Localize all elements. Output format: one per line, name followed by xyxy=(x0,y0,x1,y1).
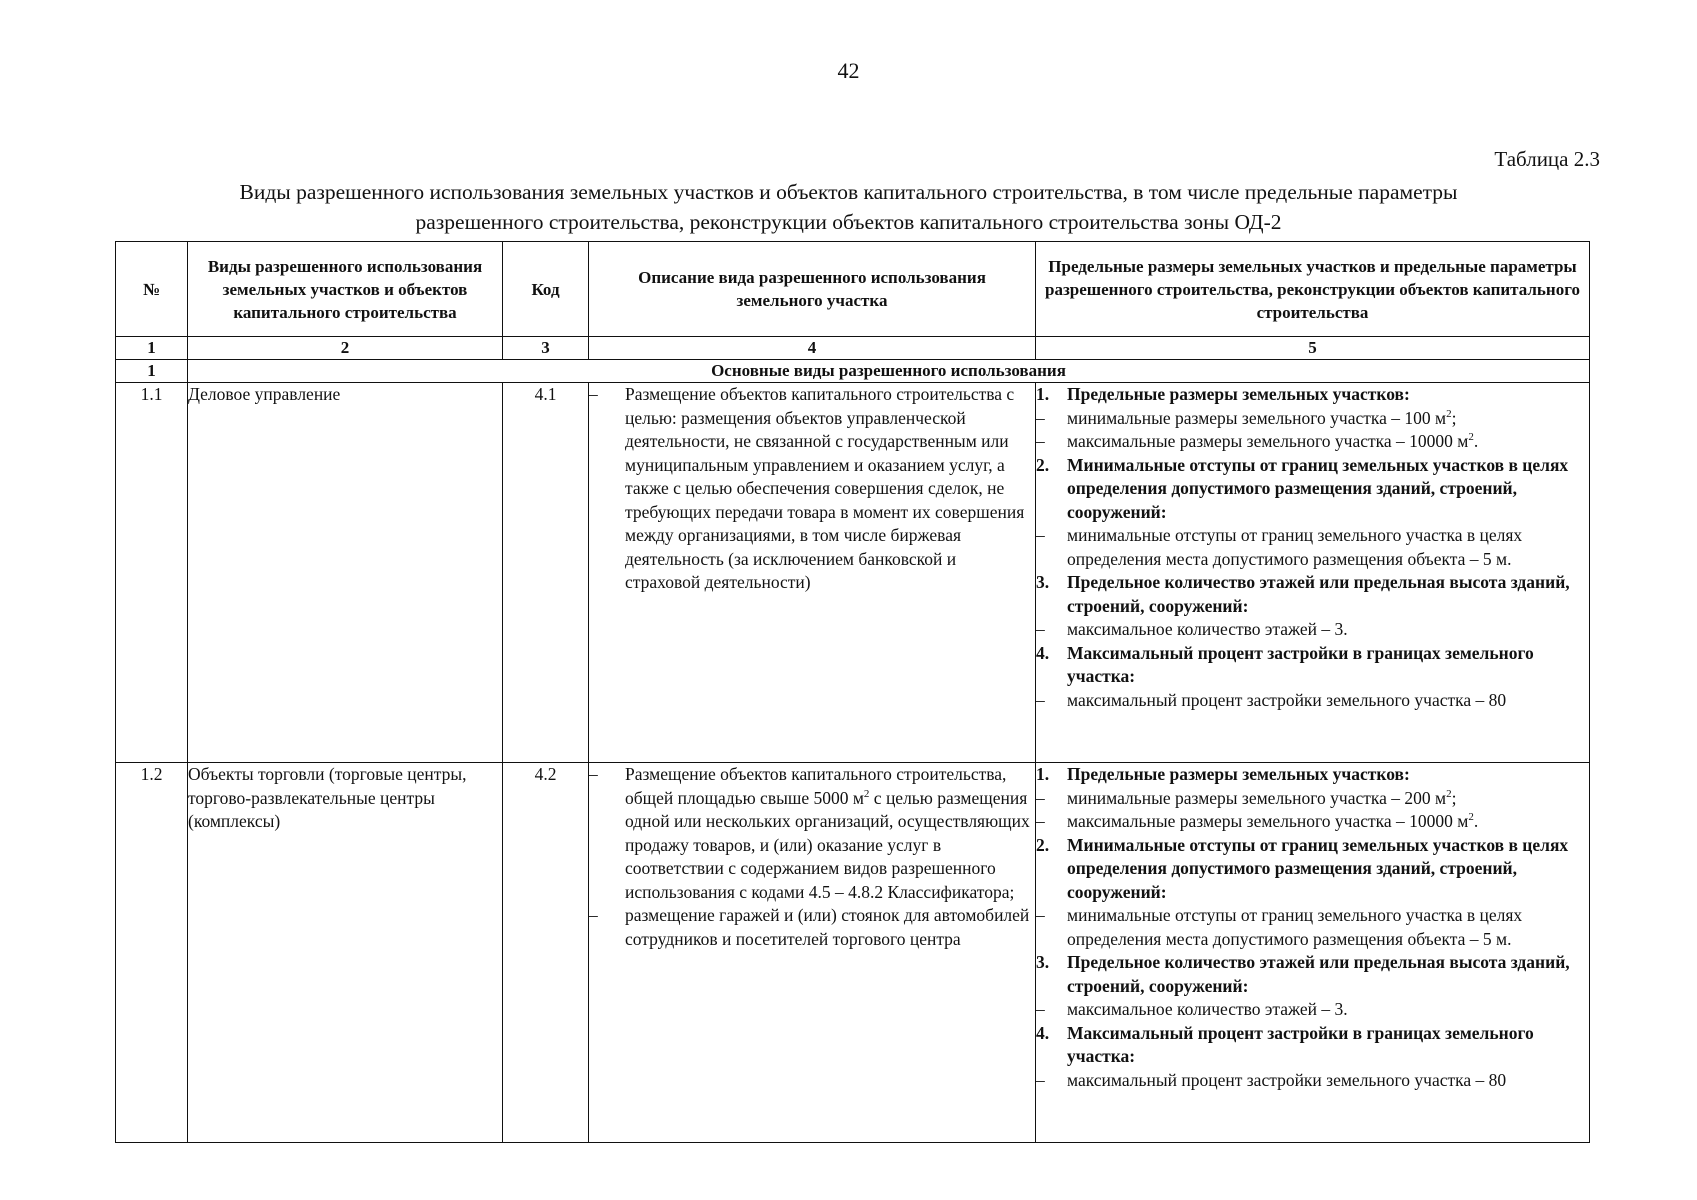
use-parameters xyxy=(1036,383,1590,763)
table-title xyxy=(120,177,1577,237)
dash-marker: – xyxy=(589,764,598,784)
param-item xyxy=(1036,689,1589,713)
param-title: Предельные размеры земельных участков: xyxy=(1067,764,1410,784)
section-number: 1 xyxy=(116,360,188,383)
dash-marker: – xyxy=(1036,811,1045,831)
superscript: 2 xyxy=(1446,787,1452,800)
param-item xyxy=(1036,998,1589,1022)
param-value: минимальные размеры земельного участка – 100 м xyxy=(1067,407,1447,428)
table-row xyxy=(116,763,1590,1143)
param-number: 3. xyxy=(1036,952,1050,972)
description-item xyxy=(589,904,1035,951)
use-code: 4.1 xyxy=(503,383,589,763)
header-description: Описание вида разрешенного использования земельного участка xyxy=(589,242,1036,337)
param-heading xyxy=(1036,571,1589,618)
use-type-name: Объекты торговли (торговые центры, торгово-развлекательные центры (комплексы) xyxy=(188,763,503,1143)
dash-marker: – xyxy=(589,384,598,404)
column-number: 2 xyxy=(188,337,503,360)
param-number: 2. xyxy=(1036,834,1050,855)
param-title: Максимальный процент застройки в границах земельного участка: xyxy=(1067,1022,1534,1066)
dash-marker: – xyxy=(1036,689,1045,710)
dash-marker: – xyxy=(1036,787,1045,808)
param-number: 2. xyxy=(1036,454,1050,475)
use-type-name: Деловое управление xyxy=(188,383,503,763)
param-item xyxy=(1036,524,1589,571)
param-item xyxy=(1036,904,1589,951)
table-title-line1: Виды разрешенного использования земельных участков и объектов капитального строительства, в том числе предельные параметры xyxy=(239,180,1458,204)
param-heading xyxy=(1036,951,1589,998)
use-code: 4.2 xyxy=(503,763,589,1143)
param-heading xyxy=(1036,1022,1589,1069)
period: . xyxy=(1473,811,1479,831)
param-number: 4. xyxy=(1036,642,1050,663)
param-text: максимальное количество этажей – 3. xyxy=(1067,619,1348,639)
land-use-table xyxy=(115,241,1590,1143)
param-title: Максимальный процент застройки в границах земельного участка: xyxy=(1067,642,1534,686)
header-number: № xyxy=(116,242,188,337)
dash-marker: – xyxy=(1036,999,1045,1019)
param-value: максимальные размеры земельного участка – 10000 м xyxy=(1067,811,1469,831)
param-value: минимальные размеры земельного участка – 200 м xyxy=(1067,787,1447,808)
dash-marker: – xyxy=(1036,407,1045,428)
header-use-type: Виды разрешенного использования земельных участков и объектов капитального строительства xyxy=(188,242,503,337)
table-label: Таблица 2.3 xyxy=(1494,147,1600,171)
param-title: Минимальные отступы от границ земельных участков в целях определения допустимого размещения зданий, строений, сооружений: xyxy=(1067,834,1569,902)
use-description xyxy=(589,383,1036,763)
column-number: 5 xyxy=(1036,337,1590,360)
superscript: 2 xyxy=(1468,811,1474,824)
superscript: 2 xyxy=(863,787,870,800)
param-item xyxy=(1036,430,1589,454)
table-title-line2: разрешенного строительства, реконструкции объектов капитального строительства зоны ОД-2 xyxy=(415,210,1282,234)
param-title: Предельное количество этажей или предельная высота зданий, строений, сооружений: xyxy=(1067,952,1570,996)
column-number: 4 xyxy=(589,337,1036,360)
param-number: 1. xyxy=(1036,764,1050,784)
param-text: максимальное количество этажей – 3. xyxy=(1067,999,1348,1019)
column-numbers-row xyxy=(116,337,1590,360)
header-code: Код xyxy=(503,242,589,337)
dash-marker: – xyxy=(1036,525,1045,545)
param-text: минимальные размеры земельного участка – 100 $м^2$; xyxy=(1067,407,1457,428)
param-item xyxy=(1036,1069,1589,1093)
description-text: размещение гаражей и (или) стоянок для автомобилей сотрудников и посетителей торгового центра xyxy=(625,905,1030,949)
param-heading xyxy=(1036,383,1589,407)
param-heading xyxy=(1036,454,1589,525)
column-number: 1 xyxy=(116,337,188,360)
param-text: минимальные отступы от границ земельного участка в целях определения места допустимого размещения объекта – 5 м. xyxy=(1067,525,1523,569)
dash-marker: – xyxy=(1036,1069,1045,1090)
dash-marker: – xyxy=(1036,431,1045,451)
page-number: 42 xyxy=(837,58,860,83)
param-item xyxy=(1036,810,1589,834)
row-number: 1.2 xyxy=(116,763,188,1143)
use-parameters xyxy=(1036,763,1590,1143)
row-number: 1.1 xyxy=(116,383,188,763)
param-number: 4. xyxy=(1036,1022,1050,1043)
param-item xyxy=(1036,618,1589,642)
superscript: 2 xyxy=(1468,431,1474,444)
column-number: 3 xyxy=(503,337,589,360)
section-title: Основные виды разрешенного использования xyxy=(188,360,1590,383)
param-text xyxy=(1067,430,1589,454)
description-part: с целью размещения одной или нескольких организаций, осуществляющих продажу товаров, и (или) оказание услуг в соответствии с содержанием видов разрешенного использования с кодами 4.5 – 4.8.2 Классификатора; xyxy=(625,787,1030,902)
param-number: 3. xyxy=(1036,572,1050,592)
param-text: минимальные отступы от границ земельного участка в целях определения места допустимого размещения объекта – 5 м. xyxy=(1067,905,1523,949)
param-item xyxy=(1036,407,1589,431)
dash-marker: – xyxy=(1036,905,1045,925)
param-title: Предельные размеры земельных участков: xyxy=(1067,384,1410,404)
param-value: максимальные размеры земельного участка – 10000 м xyxy=(1067,431,1469,451)
description-part: Размещение объектов капитального строительства, общей площадью свыше 5000 м xyxy=(625,764,1007,808)
param-text: минимальные размеры земельного участка – 200 $м^2$; xyxy=(1067,787,1457,808)
param-text xyxy=(1067,810,1589,834)
description-item xyxy=(589,383,1035,595)
superscript: 2 xyxy=(1446,407,1452,420)
param-number: 1. xyxy=(1036,384,1050,404)
param-text: максимальный процент застройки земельного участка – 80 xyxy=(1067,689,1507,710)
description-item xyxy=(589,763,1035,904)
param-title: Минимальные отступы от границ земельных участков в целях определения допустимого размещения зданий, строений, сооружений: xyxy=(1067,454,1569,522)
description-text: Размещение объектов капитального строительства с целью: размещения объектов управленческой деятельности, не связанной с государственным или муниципальным управлением и оказанием услуг, а также с целью обеспечения совершения сделок, не требующих передачи товара в момент их совершения между организациями, в том числе биржевая деятельность (за исключением банковской и страховой деятельности) xyxy=(625,384,1025,592)
header-row xyxy=(116,242,1590,337)
description-text xyxy=(625,763,1035,904)
period: . xyxy=(1473,431,1479,451)
dash-marker: – xyxy=(1036,619,1045,639)
param-item xyxy=(1036,787,1589,811)
param-heading xyxy=(1036,834,1589,905)
section-row xyxy=(116,360,1590,383)
dash-marker: – xyxy=(589,905,598,925)
table-row xyxy=(116,383,1590,763)
use-description xyxy=(589,763,1036,1143)
param-text: максимальный процент застройки земельного участка – 80 xyxy=(1067,1069,1507,1090)
header-parameters: Предельные размеры земельных участков и предельные параметры разрешенного строительства, реконструкции объектов капитального строительства xyxy=(1036,242,1590,337)
param-title: Предельное количество этажей или предельная высота зданий, строений, сооружений: xyxy=(1067,572,1570,616)
param-heading xyxy=(1036,763,1589,787)
param-heading xyxy=(1036,642,1589,689)
